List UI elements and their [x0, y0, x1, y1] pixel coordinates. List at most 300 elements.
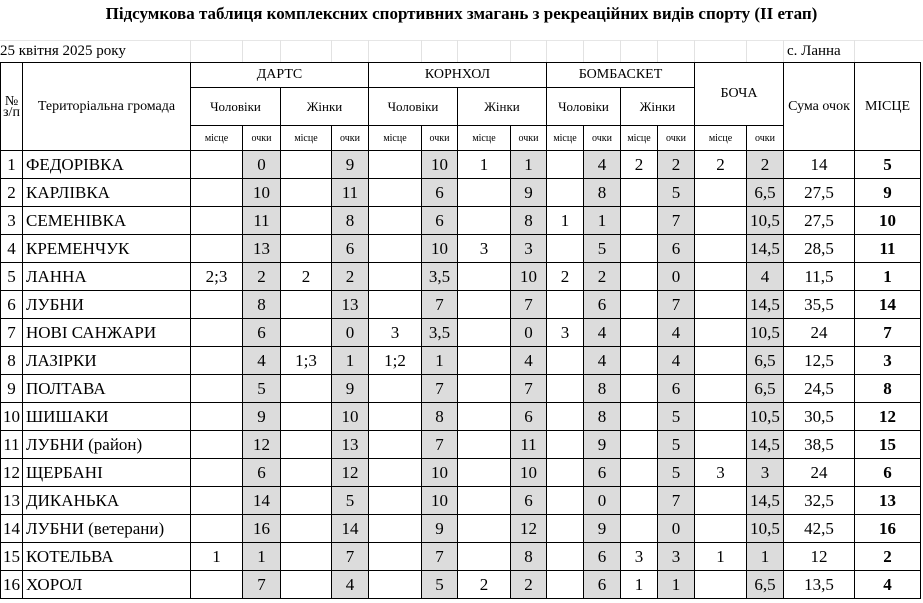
place-cell — [191, 291, 243, 319]
event-date: 25 квітня 2025 року — [0, 43, 126, 59]
table-row — [1, 263, 921, 291]
points-cell: 2 — [584, 263, 621, 291]
points-cell: 0 — [658, 515, 695, 543]
grid-line — [0, 40, 923, 41]
points-cell: 14,5 — [747, 291, 784, 319]
place-cell — [281, 431, 332, 459]
row-number: 14 — [1, 515, 23, 543]
place-cell — [369, 543, 422, 571]
points-cell: 9 — [243, 403, 281, 431]
place-cell — [281, 459, 332, 487]
points-cell: 6 — [332, 235, 369, 263]
points-cell: 10,5 — [747, 515, 784, 543]
points-cell: 1 — [584, 207, 621, 235]
place-cell: 2;3 — [191, 263, 243, 291]
header-bombasket-men: Чоловіки — [547, 88, 621, 126]
place-cell: 1 — [621, 571, 658, 599]
header-mistse: місце — [621, 126, 658, 151]
total-points: 35,5 — [784, 291, 855, 319]
place-cell — [621, 235, 658, 263]
total-points: 42,5 — [784, 515, 855, 543]
table-row — [1, 543, 921, 571]
header-bombasket-women: Жінки — [621, 88, 695, 126]
place-cell — [547, 543, 584, 571]
place-cell — [695, 263, 747, 291]
points-cell: 1 — [511, 151, 547, 179]
points-cell: 6,5 — [747, 347, 784, 375]
table-row — [1, 151, 921, 179]
place-cell — [191, 151, 243, 179]
place-cell — [695, 291, 747, 319]
place-cell — [621, 515, 658, 543]
grid-line — [331, 40, 332, 62]
points-cell: 1 — [747, 543, 784, 571]
community-name: ПОЛТАВА — [23, 375, 191, 403]
table-row — [1, 571, 921, 599]
header-number: № з/п — [1, 63, 23, 151]
place-cell — [369, 375, 422, 403]
grid-line — [368, 40, 369, 62]
grid-line — [546, 40, 547, 62]
points-cell: 7 — [332, 543, 369, 571]
points-cell: 4 — [584, 319, 621, 347]
place-cell — [695, 487, 747, 515]
table-row — [1, 431, 921, 459]
place-cell — [369, 235, 422, 263]
points-cell: 10 — [332, 403, 369, 431]
points-cell: 8 — [422, 403, 458, 431]
row-number: 1 — [1, 151, 23, 179]
place-cell — [695, 431, 747, 459]
points-cell: 4 — [243, 347, 281, 375]
points-cell: 14,5 — [747, 235, 784, 263]
total-points: 13,5 — [784, 571, 855, 599]
place-cell — [458, 487, 511, 515]
points-cell: 10 — [422, 235, 458, 263]
place-cell — [695, 403, 747, 431]
place-cell: 1;3 — [281, 347, 332, 375]
place-cell — [547, 235, 584, 263]
place-cell: 2 — [547, 263, 584, 291]
total-points: 27,5 — [784, 207, 855, 235]
points-cell: 4 — [584, 347, 621, 375]
points-cell: 7 — [422, 543, 458, 571]
place-cell — [281, 515, 332, 543]
place-cell — [695, 347, 747, 375]
place-cell — [369, 571, 422, 599]
place-cell — [695, 319, 747, 347]
points-cell: 2 — [658, 151, 695, 179]
table-row — [1, 403, 921, 431]
place-cell — [621, 459, 658, 487]
grid-line — [280, 40, 281, 62]
points-cell: 6 — [243, 319, 281, 347]
grid-line — [694, 40, 695, 62]
place-cell: 2 — [695, 151, 747, 179]
place-cell — [458, 403, 511, 431]
place-cell — [695, 235, 747, 263]
place-cell — [458, 375, 511, 403]
place-cell: 3 — [621, 543, 658, 571]
community-name: СЕМЕНІВКА — [23, 207, 191, 235]
place-cell — [621, 207, 658, 235]
points-cell: 8 — [511, 543, 547, 571]
table-row — [1, 515, 921, 543]
row-number: 11 — [1, 431, 23, 459]
final-place: 1 — [855, 263, 921, 291]
place-cell — [458, 179, 511, 207]
points-cell: 14 — [332, 515, 369, 543]
place-cell — [281, 319, 332, 347]
final-place: 4 — [855, 571, 921, 599]
points-cell: 6 — [584, 571, 621, 599]
event-location: с. Ланна — [787, 43, 841, 59]
points-cell: 8 — [243, 291, 281, 319]
place-cell — [621, 487, 658, 515]
points-cell: 7 — [658, 291, 695, 319]
points-cell: 1 — [332, 347, 369, 375]
header-darts-women: Жінки — [281, 88, 369, 126]
total-points: 11,5 — [784, 263, 855, 291]
final-place: 7 — [855, 319, 921, 347]
place-cell — [191, 375, 243, 403]
points-cell: 7 — [511, 291, 547, 319]
header-bocce: БОЧА — [695, 63, 784, 126]
points-cell: 5 — [658, 179, 695, 207]
header-ochky: очки — [584, 126, 621, 151]
total-points: 12 — [784, 543, 855, 571]
points-cell: 10,5 — [747, 207, 784, 235]
table-row — [1, 207, 921, 235]
community-name: КАРЛІВКА — [23, 179, 191, 207]
points-cell: 3,5 — [422, 263, 458, 291]
final-place: 14 — [855, 291, 921, 319]
header-mistse: місце — [369, 126, 422, 151]
points-cell: 6,5 — [747, 179, 784, 207]
points-cell: 0 — [584, 487, 621, 515]
place-cell — [281, 543, 332, 571]
place-cell — [281, 403, 332, 431]
points-cell: 5 — [658, 459, 695, 487]
community-name: ЛУБНИ — [23, 291, 191, 319]
place-cell — [369, 291, 422, 319]
points-cell: 4 — [584, 151, 621, 179]
final-place: 2 — [855, 543, 921, 571]
points-cell: 9 — [511, 179, 547, 207]
place-cell: 1 — [695, 543, 747, 571]
community-name: ЛУБНИ (район) — [23, 431, 191, 459]
place-cell — [369, 151, 422, 179]
place-cell — [191, 235, 243, 263]
points-cell: 5 — [243, 375, 281, 403]
place-cell — [458, 319, 511, 347]
place-cell — [369, 263, 422, 291]
points-cell: 3 — [511, 235, 547, 263]
results-table — [0, 62, 921, 599]
place-cell — [547, 431, 584, 459]
place-cell — [369, 179, 422, 207]
total-points: 14 — [784, 151, 855, 179]
header-ochky: очки — [422, 126, 458, 151]
place-cell — [191, 487, 243, 515]
place-cell — [369, 207, 422, 235]
table-row — [1, 235, 921, 263]
grid-line — [620, 40, 621, 62]
grid-line — [583, 40, 584, 62]
points-cell: 5 — [658, 403, 695, 431]
header-mistse: місце — [547, 126, 584, 151]
final-place: 13 — [855, 487, 921, 515]
row-number: 7 — [1, 319, 23, 347]
points-cell: 14,5 — [747, 487, 784, 515]
points-cell: 6 — [658, 235, 695, 263]
points-cell: 6 — [584, 459, 621, 487]
points-cell: 9 — [584, 515, 621, 543]
points-cell: 6 — [584, 291, 621, 319]
table-row — [1, 319, 921, 347]
place-cell — [621, 319, 658, 347]
total-points: 32,5 — [784, 487, 855, 515]
grid-line — [783, 40, 784, 62]
place-cell — [695, 375, 747, 403]
place-cell — [547, 347, 584, 375]
points-cell: 6 — [511, 403, 547, 431]
header-mistse: місце — [281, 126, 332, 151]
points-cell: 4 — [747, 263, 784, 291]
place-cell — [621, 179, 658, 207]
header-mistse: місце — [458, 126, 511, 151]
points-cell: 5 — [584, 235, 621, 263]
place-cell — [191, 207, 243, 235]
final-place: 6 — [855, 459, 921, 487]
place-cell — [547, 291, 584, 319]
points-cell: 1 — [658, 571, 695, 599]
points-cell: 16 — [243, 515, 281, 543]
table-row — [1, 179, 921, 207]
points-cell: 6 — [422, 207, 458, 235]
points-cell: 0 — [332, 319, 369, 347]
total-points: 24,5 — [784, 375, 855, 403]
place-cell — [621, 431, 658, 459]
points-cell: 10 — [422, 151, 458, 179]
points-cell: 8 — [584, 403, 621, 431]
points-cell: 7 — [243, 571, 281, 599]
row-number: 16 — [1, 571, 23, 599]
points-cell: 2 — [332, 263, 369, 291]
points-cell: 5 — [422, 571, 458, 599]
header-ochky: очки — [747, 126, 784, 151]
header-ochky: очки — [511, 126, 547, 151]
grid-line — [854, 40, 855, 62]
place-cell — [547, 375, 584, 403]
place-cell — [458, 543, 511, 571]
row-number: 8 — [1, 347, 23, 375]
place-cell: 2 — [458, 571, 511, 599]
place-cell: 1 — [547, 207, 584, 235]
place-cell — [191, 515, 243, 543]
final-place: 10 — [855, 207, 921, 235]
header-bombasket: БОМБАСКЕТ — [547, 63, 695, 88]
points-cell: 10 — [422, 459, 458, 487]
points-cell: 7 — [658, 207, 695, 235]
row-number: 9 — [1, 375, 23, 403]
place-cell — [458, 207, 511, 235]
place-cell: 1 — [458, 151, 511, 179]
points-cell: 12 — [332, 459, 369, 487]
points-cell: 0 — [511, 319, 547, 347]
place-cell — [621, 291, 658, 319]
place-cell: 1;2 — [369, 347, 422, 375]
grid-line — [746, 40, 747, 62]
row-number: 5 — [1, 263, 23, 291]
community-name: ЩЕРБАНІ — [23, 459, 191, 487]
place-cell: 3 — [458, 235, 511, 263]
total-points: 28,5 — [784, 235, 855, 263]
place-cell — [281, 207, 332, 235]
row-number: 15 — [1, 543, 23, 571]
community-name: КРЕМЕНЧУК — [23, 235, 191, 263]
community-name: НОВІ САНЖАРИ — [23, 319, 191, 347]
final-place: 15 — [855, 431, 921, 459]
points-cell: 10 — [422, 487, 458, 515]
total-points: 24 — [784, 459, 855, 487]
points-cell: 6 — [584, 543, 621, 571]
place-cell — [281, 291, 332, 319]
table-row — [1, 291, 921, 319]
points-cell: 6 — [658, 375, 695, 403]
final-place: 16 — [855, 515, 921, 543]
place-cell — [458, 263, 511, 291]
place-cell — [621, 375, 658, 403]
place-cell — [369, 459, 422, 487]
header-darts-men: Чоловіки — [191, 88, 281, 126]
points-cell: 8 — [511, 207, 547, 235]
grid-line — [657, 40, 658, 62]
place-cell — [281, 235, 332, 263]
header-place: МІСЦЕ — [855, 63, 921, 151]
points-cell: 6 — [422, 179, 458, 207]
place-cell — [191, 319, 243, 347]
row-number: 10 — [1, 403, 23, 431]
grid-line — [510, 40, 511, 62]
place-cell — [369, 403, 422, 431]
total-points: 27,5 — [784, 179, 855, 207]
grid-line — [421, 40, 422, 62]
points-cell: 14,5 — [747, 431, 784, 459]
final-place: 3 — [855, 347, 921, 375]
place-cell — [458, 515, 511, 543]
place-cell — [191, 403, 243, 431]
points-cell: 12 — [511, 515, 547, 543]
place-cell — [621, 263, 658, 291]
points-cell: 8 — [584, 179, 621, 207]
grid-line — [457, 40, 458, 62]
place-cell — [281, 375, 332, 403]
place-cell: 3 — [695, 459, 747, 487]
row-number: 4 — [1, 235, 23, 263]
place-cell: 2 — [621, 151, 658, 179]
row-number: 12 — [1, 459, 23, 487]
place-cell — [281, 487, 332, 515]
points-cell: 9 — [332, 151, 369, 179]
points-cell: 5 — [332, 487, 369, 515]
points-cell: 9 — [332, 375, 369, 403]
place-cell — [369, 431, 422, 459]
place-cell — [547, 403, 584, 431]
header-ochky: очки — [332, 126, 369, 151]
place-cell — [458, 431, 511, 459]
table-row — [1, 459, 921, 487]
points-cell: 10 — [243, 179, 281, 207]
final-place: 9 — [855, 179, 921, 207]
row-number: 2 — [1, 179, 23, 207]
header-darts: ДАРТС — [191, 63, 369, 88]
place-cell — [547, 459, 584, 487]
points-cell: 5 — [658, 431, 695, 459]
final-place: 5 — [855, 151, 921, 179]
points-cell: 10,5 — [747, 319, 784, 347]
points-cell: 9 — [584, 431, 621, 459]
header-mistse: місце — [191, 126, 243, 151]
place-cell — [621, 347, 658, 375]
community-name: ШИШАКИ — [23, 403, 191, 431]
points-cell: 2 — [243, 263, 281, 291]
row-number: 13 — [1, 487, 23, 515]
points-cell: 4 — [511, 347, 547, 375]
place-cell — [547, 179, 584, 207]
place-cell — [191, 459, 243, 487]
place-cell — [458, 291, 511, 319]
place-cell — [281, 179, 332, 207]
points-cell: 6 — [243, 459, 281, 487]
place-cell — [547, 151, 584, 179]
page-title: Підсумкова таблиця комплексних спортивних змагань з рекреаційних видів спорту (ІІ етап) — [105, 4, 818, 23]
grid-line — [242, 40, 243, 62]
place-cell — [621, 403, 658, 431]
points-cell: 0 — [243, 151, 281, 179]
final-place: 11 — [855, 235, 921, 263]
points-cell: 0 — [658, 263, 695, 291]
header-sum: Сума очок — [784, 63, 855, 151]
place-cell — [191, 431, 243, 459]
points-cell: 3 — [658, 543, 695, 571]
points-cell: 3,5 — [422, 319, 458, 347]
place-cell: 3 — [547, 319, 584, 347]
community-name: ЛУБНИ (ветерани) — [23, 515, 191, 543]
community-name: КОТЕЛЬВА — [23, 543, 191, 571]
place-cell: 1 — [191, 543, 243, 571]
points-cell: 6,5 — [747, 571, 784, 599]
place-cell — [191, 179, 243, 207]
points-cell: 8 — [332, 207, 369, 235]
total-points: 38,5 — [784, 431, 855, 459]
place-cell — [369, 487, 422, 515]
points-cell: 4 — [658, 319, 695, 347]
points-cell: 7 — [511, 375, 547, 403]
points-cell: 4 — [658, 347, 695, 375]
table-row — [1, 375, 921, 403]
points-cell: 11 — [243, 207, 281, 235]
header-cornhole: КОРНХОЛ — [369, 63, 547, 88]
place-cell — [458, 347, 511, 375]
header-cornhole-women: Жінки — [458, 88, 547, 126]
points-cell: 11 — [511, 431, 547, 459]
place-cell — [281, 151, 332, 179]
community-name: ДИКАНЬКА — [23, 487, 191, 515]
points-cell: 7 — [658, 487, 695, 515]
points-cell: 7 — [422, 291, 458, 319]
row-number: 6 — [1, 291, 23, 319]
